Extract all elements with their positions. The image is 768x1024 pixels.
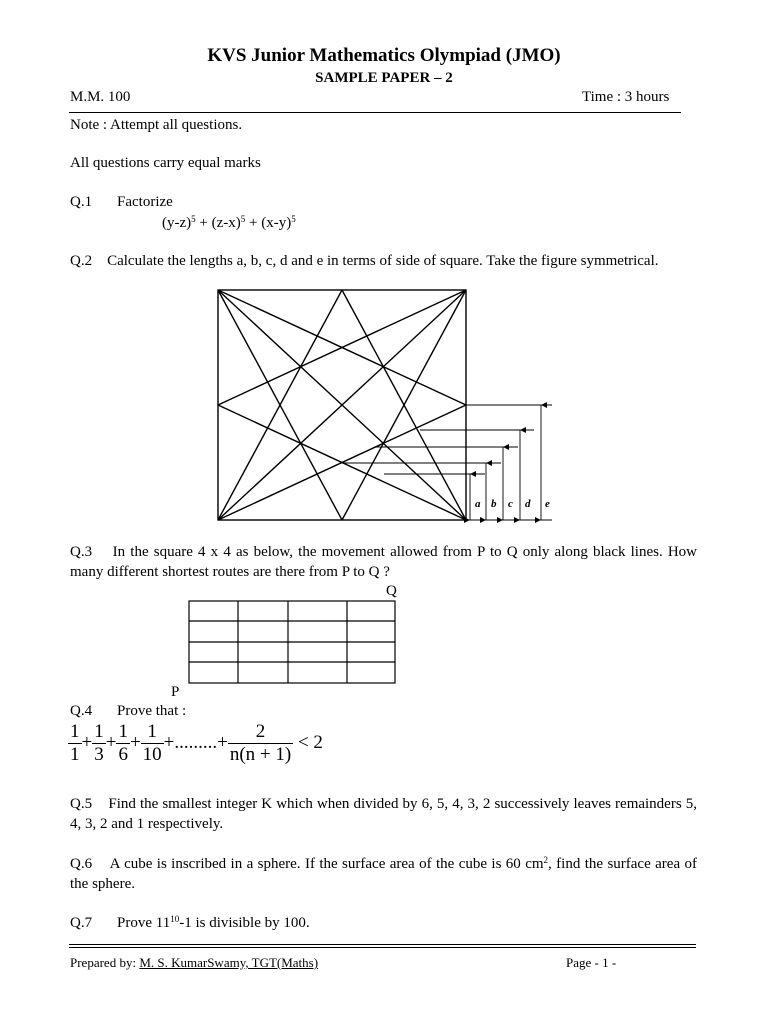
q7-number: Q.7	[70, 915, 93, 931]
q6-superscript: 2	[543, 855, 549, 865]
grid-label-q: Q	[386, 583, 397, 599]
q6-text	[70, 854, 697, 894]
q5-body: Find the smallest integer K which when divided by 6, 5, 4, 3, 2 successively leaves remainders 5, 4, 3, 2 and 1 respectively.	[70, 796, 697, 832]
fraction: $\frac{1}{1}$	[70, 721, 80, 765]
q6-body-b: , find the surface area of the sphere.	[70, 856, 697, 892]
q1-term-2: + (z-x)	[195, 215, 241, 231]
time-allowed: Time : 3 hours	[582, 89, 670, 105]
inequality-rhs: < 2	[297, 731, 323, 753]
label-b: b	[491, 498, 497, 510]
q6-number: Q.6	[70, 856, 93, 872]
label-d: d	[525, 498, 531, 510]
q2-body: Calculate the lengths a, b, c, d and e in terms of side of square. Take the figure symmetrical.	[107, 253, 659, 269]
q1-number: Q.1	[70, 194, 93, 210]
last-fraction: $\frac{2}{n(n + 1)}$	[229, 721, 292, 765]
q7-body-b: -1 is divisible by 100.	[179, 915, 310, 931]
q1-exponent: 5	[291, 214, 296, 224]
q1-exponent: 5	[191, 214, 196, 224]
max-marks: M.M. 100	[70, 89, 131, 105]
grid-figure	[185, 598, 400, 686]
q1-expression	[162, 213, 296, 233]
q5-number: Q.5	[70, 796, 93, 812]
q7-superscript: 10	[170, 914, 180, 924]
q4-inequality: $\frac{1}{1}$ + $\frac{1}{3}$ + $\frac{1}{6}$ + $\frac{1}{10}$ +.........+ $\frac{2}{n(n + 1)}$ < 2	[70, 721, 323, 765]
note-text: Note : Attempt all questions.	[70, 117, 243, 133]
q1-text: Factorize	[117, 194, 173, 210]
label-e: e	[545, 498, 550, 510]
fraction: $\frac{1}{6}$	[118, 721, 128, 765]
paper-subtitle: SAMPLE PAPER – 2	[315, 70, 453, 86]
q4-text: Prove that :	[117, 703, 187, 719]
page-number: Page - 1 -	[566, 955, 617, 970]
q5-text	[70, 794, 697, 834]
paper-title: KVS Junior Mathematics Olympiad (JMO)	[207, 45, 561, 66]
label-c: c	[508, 498, 513, 510]
grid-label-p: P	[171, 684, 180, 700]
footer-credit	[70, 955, 318, 971]
star-square-figure	[200, 283, 565, 533]
q7-text	[117, 913, 310, 933]
header-rule	[69, 112, 681, 113]
footer-prefix: Prepared by:	[70, 955, 140, 970]
q3-text	[70, 542, 697, 582]
q1-term-1: (y-z)	[162, 215, 192, 231]
marks-note: All questions carry equal marks	[70, 155, 261, 171]
q3-body: In the square 4 x 4 as below, the movement allowed from P to Q only along black lines. How many different shortest routes are there from P to Q ?	[70, 544, 698, 580]
footer-rule	[69, 947, 696, 948]
series-ellipsis: +.........+	[163, 731, 228, 753]
q1-term-3: + (x-y)	[245, 215, 292, 231]
footer-author: M. S. KumarSwamy, TGT(Maths)	[139, 955, 319, 970]
q7-body-a: Prove 11	[117, 915, 171, 931]
q2-text	[70, 251, 697, 271]
label-a: a	[475, 498, 481, 510]
footer-rule	[69, 944, 696, 945]
q3-number: Q.3	[70, 544, 93, 560]
q2-number: Q.2	[70, 253, 93, 269]
q4-number: Q.4	[70, 703, 93, 719]
q1-exponent: 5	[240, 214, 246, 224]
fraction: $\frac{1}{10}$	[142, 721, 162, 765]
fraction: $\frac{1}{3}$	[94, 721, 104, 765]
q6-body-a: A cube is inscribed in a sphere. If the surface area of the cube is 60 cm	[109, 856, 544, 872]
